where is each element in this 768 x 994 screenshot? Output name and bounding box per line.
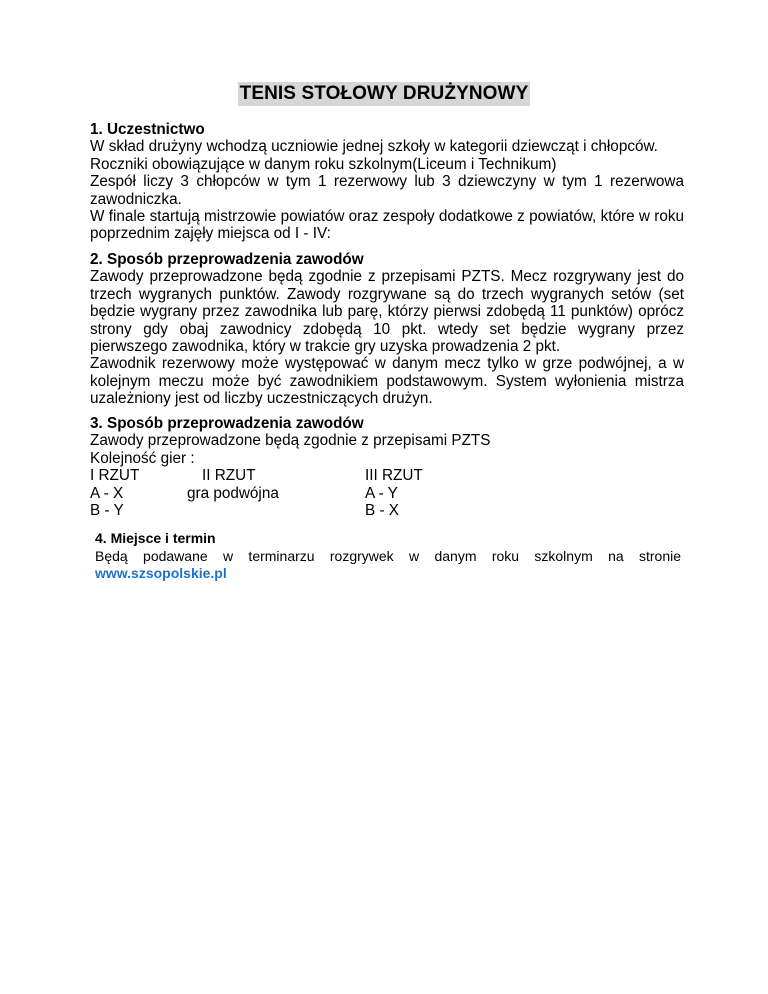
section-place-and-date bbox=[95, 530, 681, 583]
paragraph-line: Będą podawane w terminarzu rozgrywek w danym roku szkolnym na stronie bbox=[95, 547, 681, 564]
section-competition-method-2 bbox=[90, 415, 684, 519]
round-1-match-a: A - X bbox=[90, 484, 124, 502]
title-wrap bbox=[0, 82, 768, 106]
round-1-header: I RZUT bbox=[90, 467, 140, 485]
section-participation bbox=[90, 121, 684, 243]
section-heading: 4. Miejsce i termin bbox=[95, 530, 216, 546]
paragraph: Zawody przeprowadzone będą zgodnie z przepisami PZTS. Mecz rozgrywany jest do trzech wygranych punktów. Zawody rozgrywane są do trzech wygranych setów (set będzie wygrany przez zawodnika lub parę, którzy pierwsi zdobędą 11 punktów) oprócz strony gdy obaj zawodnicy zdobędą 10 pkt. wtedy set będzie wygrany przez pierwszego zawodnika, który w trakcie gry uzyska prowadzenia 2 pkt. bbox=[90, 268, 684, 356]
round-2-header: II RZUT bbox=[202, 467, 256, 485]
paragraph-line: W finale startują mistrzowie powiatów oraz zespoły dodatkowe z powiatów, które w roku poprzednim zajęły miejsca od I - IV: bbox=[90, 208, 684, 243]
paragraph-line: Kolejność gier : bbox=[90, 449, 195, 467]
round-3-match-b: B - X bbox=[365, 502, 399, 520]
paragraph-line: W skład drużyny wchodzą uczniowie jednej szkoły w kategorii dziewcząt i chłopców. bbox=[90, 138, 658, 156]
round-3-match-a: A - Y bbox=[365, 484, 398, 502]
round-3-header: III RZUT bbox=[365, 467, 423, 485]
round-2-doubles: gra podwójna bbox=[187, 484, 279, 502]
round-1-match-b: B - Y bbox=[90, 502, 124, 520]
paragraph-line: Zawody przeprowadzone będą zgodnie z przepisami PZTS bbox=[90, 432, 491, 450]
section-heading: 2. Sposób przeprowadzenia zawodów bbox=[90, 251, 364, 268]
paragraph: Zawodnik rezerwowy może występować w danym mecz tylko w grze podwójnej, a w kolejnym meczu może być zawodnikiem podstawowym. System wyłonienia mistrza uzależniony jest od liczby uczestniczących drużyn. bbox=[90, 355, 684, 408]
section-heading: 3. Sposób przeprowadzenia zawodów bbox=[90, 415, 364, 432]
section-heading: 1. Uczestnictwo bbox=[90, 121, 205, 138]
paragraph-line: Zespół liczy 3 chłopców w tym 1 rezerwowy lub 3 dziewczyny w tym 1 rezerwowa zawodniczka. bbox=[90, 173, 684, 208]
game-order-table bbox=[90, 467, 684, 519]
paragraph-line: Roczniki obowiązujące w danym roku szkolnym(Liceum i Technikum) bbox=[90, 155, 557, 173]
document-title: TENIS STOŁOWY DRUŻYNOWY bbox=[239, 83, 529, 104]
website-link[interactable]: www.szsopolskie.pl bbox=[95, 565, 227, 582]
section-competition-method bbox=[90, 251, 684, 408]
